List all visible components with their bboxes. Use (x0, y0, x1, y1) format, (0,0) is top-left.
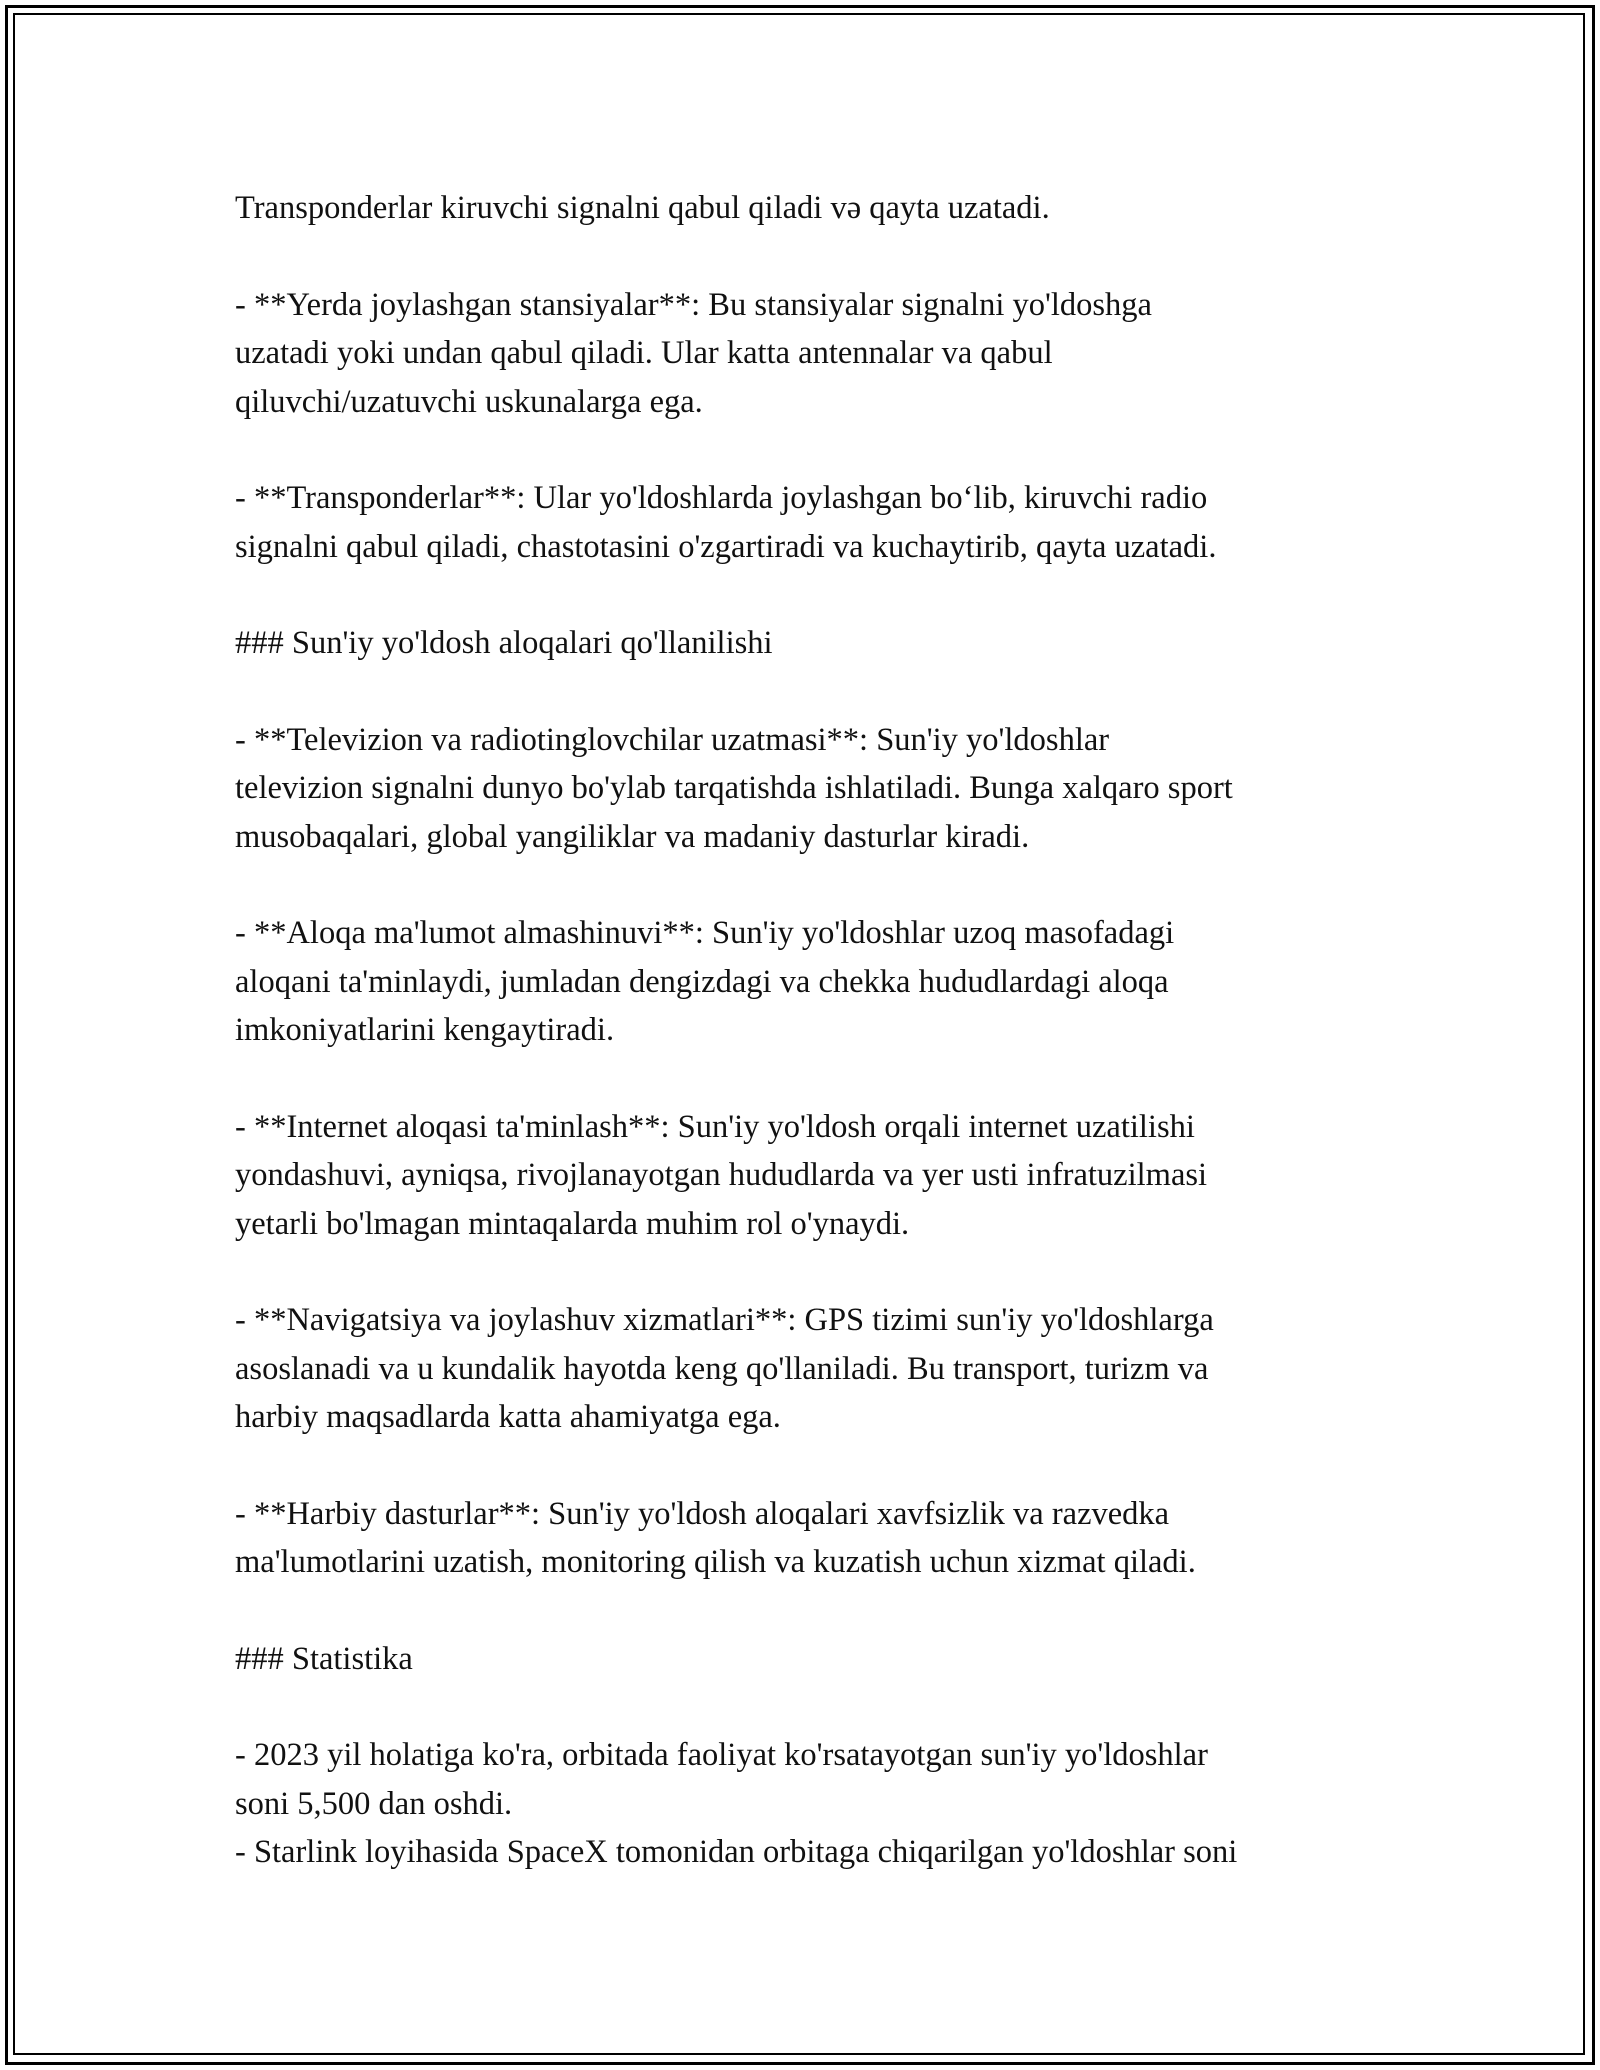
text-line: signalni qabul qiladi, chastotasini o'zgartiradi va kuchaytirib, qayta uzatadi. (235, 528, 1217, 565)
text-line: - **Transponderlar**: Ular yo'ldoshlarda joylashgan bo‘lib, kiruvchi radio (235, 480, 1208, 516)
paragraph-internet (235, 1103, 1365, 1249)
paragraph-data-exchange (235, 909, 1365, 1055)
text-line: - **Aloqa ma'lumot almashinuvi**: Sun'iy yo'ldoshlar uzoq masofadagi (235, 915, 1175, 951)
text-line: - **Yerda joylashgan stansiyalar**: Bu stansiyalar signalni yo'ldoshga (235, 286, 1152, 323)
paragraph-transponders-intro (235, 184, 1365, 233)
paragraph-tv-radio (235, 716, 1365, 862)
section-heading: ### Sun'iy yo'ldosh aloqalari qo'llanilishi (235, 625, 773, 661)
text-line: yondashuvi, ayniqsa, rivojlanayotgan hududlarda va yer usti infratuzilmasi (235, 1157, 1208, 1193)
text-line: musobaqalari, global yangiliklar va madaniy dasturlar kiradi. (235, 818, 1030, 855)
paragraph-navigation (235, 1296, 1365, 1442)
paragraph-military (235, 1490, 1365, 1587)
text-line: - **Internet aloqasi ta'minlash**: Sun'iy yo'ldosh orqali internet uzatilishi (235, 1108, 1195, 1145)
heading-applications (235, 619, 1365, 668)
text-line: asoslanadi va u kundalik hayotda keng qo'llaniladi. Bu transport, turizm va (235, 1350, 1209, 1387)
text-line: - 2023 yil holatiga ko'ra, orbitada faoliyat ko'rsatayotgan sun'iy yo'ldoshlar (235, 1737, 1208, 1773)
text-line: - Starlink loyihasida SpaceX tomonidan orbitaga chiqarilgan yo'ldoshlar soni (235, 1834, 1238, 1870)
text-line: uzatadi yoki undan qabul qiladi. Ular katta antennalar va qabul (235, 335, 1053, 371)
text-line: yetarli bo'lmagan mintaqalarda muhim rol o'ynaydi. (235, 1205, 910, 1242)
text-line: soni 5,500 dan oshdi. (235, 1785, 513, 1822)
paragraph-statistics-list (235, 1731, 1365, 1877)
text-line: televizion signalni dunyo bo'ylab tarqatishda ishlatiladi. Bunga xalqaro sport (235, 770, 1233, 806)
text-line: - **Televizion va radiotinglovchilar uzatmasi**: Sun'iy yo'ldoshlar (235, 721, 1110, 758)
paragraph-transponders (235, 474, 1365, 571)
document-body (235, 184, 1365, 1877)
text-line: aloqani ta'minlaydi, jumladan dengizdagi va chekka hududlardagi aloqa (235, 963, 1169, 1000)
text-line: - **Harbiy dasturlar**: Sun'iy yo'ldosh aloqalari xavfsizlik va razvedka (235, 1495, 1170, 1532)
section-heading: ### Statistika (235, 1640, 413, 1677)
text-line: imkoniyatlarini kengaytiradi. (235, 1012, 615, 1048)
text-line: harbiy maqsadlarda katta ahamiyatga ega. (235, 1399, 781, 1435)
text-line: qiluvchi/uzatuvchi uskunalarga ega. (235, 383, 703, 420)
heading-statistics (235, 1635, 1365, 1684)
text-line: - **Navigatsiya va joylashuv xizmatlari**: GPS tizimi sun'iy yo'ldoshlarga (235, 1302, 1214, 1338)
paragraph-ground-stations (235, 281, 1365, 427)
text-line: ma'lumotlarini uzatish, monitoring qilish va kuzatish uchun xizmat qiladi. (235, 1544, 1196, 1580)
text-line: Transponderlar kiruvchi signalni qabul qiladi və qayta uzatadi. (235, 190, 1050, 226)
